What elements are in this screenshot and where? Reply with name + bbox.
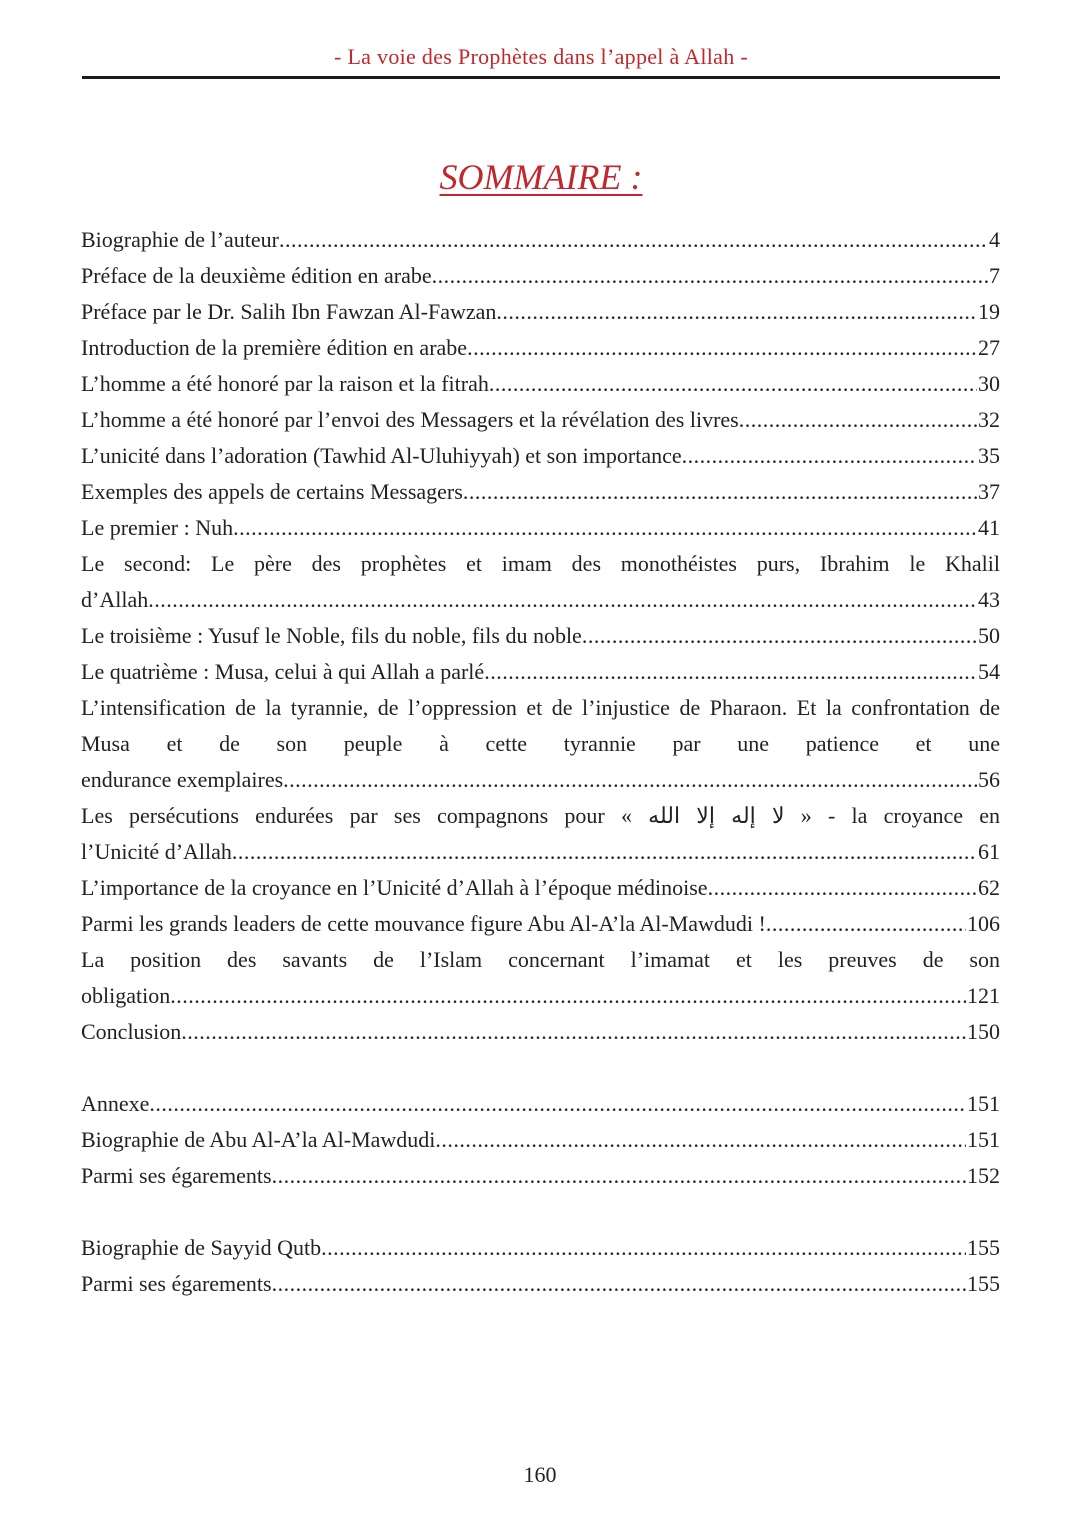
toc-entry-title: l’Unicité d’Allah <box>81 839 232 864</box>
toc-leader-dots <box>232 834 977 870</box>
toc-entry-page: 7 <box>989 263 1000 288</box>
toc-entry-page: 152 <box>967 1163 1000 1188</box>
toc-entry-title: d’Allah <box>81 587 149 612</box>
toc-entry-line <box>81 654 1000 690</box>
toc-entry-line <box>81 1122 1000 1158</box>
toc-entry <box>81 330 1000 366</box>
toc-entry <box>81 798 1000 870</box>
running-header: - La voie des Prophètes dans l’appel à Allah - <box>334 44 748 69</box>
toc-qutb-group <box>81 1230 1000 1302</box>
toc-entry <box>81 1230 1000 1266</box>
toc-entry-page: 4 <box>989 227 1000 252</box>
toc-entry-line <box>81 402 1000 438</box>
toc-spacer <box>81 1050 1000 1086</box>
toc-entry <box>81 366 1000 402</box>
toc-entry-line <box>81 582 1000 618</box>
toc-entry <box>81 294 1000 330</box>
toc-entry-title: obligation <box>81 983 171 1008</box>
toc-entry-page: 41 <box>978 515 1000 540</box>
toc-entry-page: 50 <box>978 623 1000 648</box>
toc-entry <box>81 654 1000 690</box>
toc-entry-page: 155 <box>967 1235 1000 1260</box>
toc-leader-dots <box>149 1086 966 1122</box>
toc-entry-title: Annexe <box>81 1091 150 1116</box>
toc-leader-dots <box>682 438 977 474</box>
toc-entry-line <box>81 222 1000 258</box>
toc-entry <box>81 942 1000 1014</box>
toc-entry-page: 106 <box>967 911 1000 936</box>
toc-leader-dots <box>432 258 988 294</box>
toc-entry-line <box>81 474 1000 510</box>
toc-entry-title: Conclusion <box>81 1019 182 1044</box>
toc-entry-title: Préface par le Dr. Salih Ibn Fawzan Al-Fawzan <box>81 299 497 324</box>
page-title: SOMMAIRE : <box>439 157 643 197</box>
table-of-contents <box>81 222 1000 1302</box>
toc-entry-title: Le troisième : Yusuf le Noble, fils du noble, fils du noble <box>81 623 582 648</box>
toc-leader-dots <box>766 906 966 942</box>
toc-entry-title: Introduction de la première édition en arabe <box>81 335 468 360</box>
toc-entry <box>81 258 1000 294</box>
page-number: 160 <box>523 1462 557 1487</box>
toc-entry <box>81 474 1000 510</box>
toc-leader-dots <box>283 762 977 798</box>
toc-entry <box>81 546 1000 618</box>
toc-entry-title: Parmi ses égarements <box>81 1163 272 1188</box>
toc-entry-title: Le premier : Nuh <box>81 515 234 540</box>
toc-entry-page: 30 <box>978 371 1000 396</box>
toc-entry-lead-text: L’intensification de la tyrannie, de l’oppression et de l’injustice de Pharaon. Et la confrontation de Musa et de son peuple à cette tyrannie par une patience et une <box>81 695 1000 756</box>
toc-leader-dots <box>467 330 977 366</box>
toc-entry-page: 32 <box>978 407 1000 432</box>
toc-entry-title: L’unicité dans l’adoration (Tawhid Al-Uluhiyyah) et son importance <box>81 443 682 468</box>
toc-leader-dots <box>272 1266 966 1302</box>
toc-entry-page: 62 <box>978 875 1000 900</box>
toc-entry <box>81 402 1000 438</box>
toc-leader-dots <box>181 1014 966 1050</box>
toc-entry <box>81 1266 1000 1302</box>
toc-main-group <box>81 222 1000 1050</box>
toc-entry-title: Exemples des appels de certains Messagers <box>81 479 463 504</box>
toc-leader-dots <box>739 402 977 438</box>
toc-entry-title: endurance exemplaires <box>81 767 284 792</box>
toc-entry <box>81 1014 1000 1050</box>
toc-entry-page: 155 <box>967 1271 1000 1296</box>
toc-leader-dots <box>582 618 977 654</box>
toc-entry-line <box>81 978 1000 1014</box>
toc-leader-dots <box>708 870 977 906</box>
toc-entry-page: 56 <box>978 767 1000 792</box>
toc-entry-line <box>81 618 1000 654</box>
toc-entry-line <box>81 1266 1000 1302</box>
toc-leader-dots <box>170 978 966 1014</box>
toc-entry-page: 61 <box>978 839 1000 864</box>
toc-entry-page: 27 <box>978 335 1000 360</box>
toc-entry-line <box>81 330 1000 366</box>
toc-leader-dots <box>321 1230 966 1266</box>
toc-entry-lead-text: La position des savants de l’Islam concernant l’imamat et les preuves de son <box>81 947 1000 972</box>
toc-entry <box>81 1158 1000 1194</box>
toc-entry-line <box>81 1014 1000 1050</box>
toc-entry <box>81 1122 1000 1158</box>
toc-spacer <box>81 1194 1000 1230</box>
toc-entry-page: 43 <box>978 587 1000 612</box>
toc-entry-title: Le quatrième : Musa, celui à qui Allah a parlé <box>81 659 485 684</box>
toc-entry <box>81 438 1000 474</box>
toc-entry-line <box>81 762 1000 798</box>
toc-entry-page: 150 <box>967 1019 1000 1044</box>
toc-entry-line <box>81 438 1000 474</box>
toc-entry-title: Biographie de Abu Al-A’la Al-Mawdudi <box>81 1127 436 1152</box>
toc-entry-title: Préface de la deuxième édition en arabe <box>81 263 432 288</box>
toc-entry-line <box>81 294 1000 330</box>
toc-entry-line <box>81 834 1000 870</box>
toc-annex-group <box>81 1086 1000 1194</box>
toc-entry-lead-text: Le second: Le père des prophètes et imam des monothéistes purs, Ibrahim le Khalil <box>81 551 1000 576</box>
toc-entry-line <box>81 870 1000 906</box>
toc-entry-title: Biographie de l’auteur <box>81 227 279 252</box>
toc-entry-title: Parmi les grands leaders de cette mouvance figure Abu Al-A’la Al-Mawdudi ! <box>81 911 766 936</box>
toc-leader-dots <box>233 510 977 546</box>
toc-entry <box>81 690 1000 798</box>
toc-entry-line <box>81 258 1000 294</box>
toc-entry-page: 19 <box>978 299 1000 324</box>
toc-entry <box>81 222 1000 258</box>
toc-leader-dots <box>496 294 977 330</box>
toc-entry-page: 54 <box>978 659 1000 684</box>
toc-entry <box>81 618 1000 654</box>
toc-leader-dots <box>435 1122 966 1158</box>
toc-entry-title: L’homme a été honoré par la raison et la fitrah <box>81 371 489 396</box>
toc-leader-dots <box>463 474 977 510</box>
toc-entry-page: 151 <box>967 1091 1000 1116</box>
toc-entry <box>81 1086 1000 1122</box>
toc-leader-dots <box>489 366 977 402</box>
toc-entry-page: 121 <box>967 983 1000 1008</box>
toc-entry-page: 37 <box>978 479 1000 504</box>
toc-entry <box>81 870 1000 906</box>
toc-entry-page: 151 <box>967 1127 1000 1152</box>
toc-entry-line <box>81 1158 1000 1194</box>
toc-entry-line <box>81 366 1000 402</box>
toc-entry <box>81 510 1000 546</box>
header-rule <box>82 76 1000 79</box>
toc-entry-title: Biographie de Sayyid Qutb <box>81 1235 322 1260</box>
toc-entry-title: L’importance de la croyance en l’Unicité d’Allah à l’époque médinoise <box>81 875 708 900</box>
toc-leader-dots <box>484 654 977 690</box>
toc-entry-title: L’homme a été honoré par l’envoi des Messagers et la révélation des livres <box>81 407 739 432</box>
toc-entry-page: 35 <box>978 443 1000 468</box>
toc-leader-dots <box>279 222 988 258</box>
toc-entry-title: Parmi ses égarements <box>81 1271 272 1296</box>
toc-entry-line <box>81 1086 1000 1122</box>
toc-leader-dots <box>272 1158 966 1194</box>
toc-entry-line <box>81 1230 1000 1266</box>
toc-entry <box>81 906 1000 942</box>
toc-leader-dots <box>148 582 977 618</box>
toc-entry-line <box>81 510 1000 546</box>
toc-entry-line <box>81 906 1000 942</box>
toc-entry-lead-text: Les persécutions endurées par ses compagnons pour « لا إله إلا الله » - la croyance en <box>81 803 1000 828</box>
